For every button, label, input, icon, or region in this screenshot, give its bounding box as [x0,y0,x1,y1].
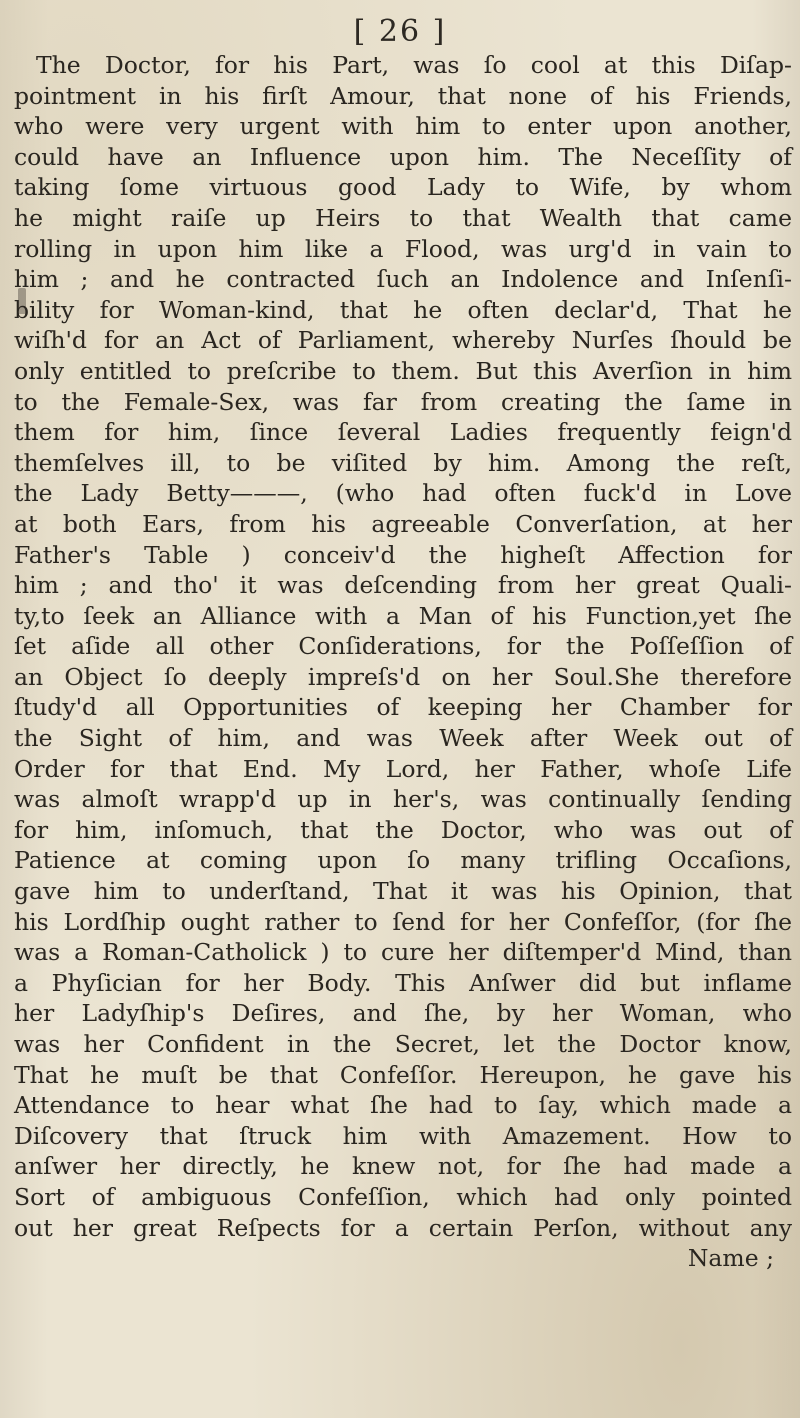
text-line: who were very urgent with him to enter upon another, [14,112,792,141]
text-line: the Lady Betty———, (who had often fuck'd in Love [14,479,792,508]
text-line: was her Confident in the Secret, let the Doctor know, [14,1030,792,1058]
text-line: a Phyſician for her Body. This Anſwer did but inflame [14,968,792,997]
text-line: for him, inſomuch, that the Doctor, who was out of [14,815,792,844]
text-line: he might raiſe up Heirs to that Wealth that came [14,203,792,232]
text-line: an Object ſo deeply impreſs'd on her Soul.She therefore [14,662,792,691]
text-line: Sort of ambiguous Confeſſion, which had only pointed [14,1182,792,1211]
body-text [14,50,792,1274]
text-line: him ; and he contracted ſuch an Indolence and Inſenſi- [14,265,792,294]
text-line: That he muſt be that Confeſſor. Hereupon, he gave his [14,1060,792,1089]
page-number: [ 26 ] [353,14,447,49]
text-line: pointment in his firſt Amour, that none of his Friends, [14,81,792,110]
text-line: could have an Influence upon him. The Neceſſity of [14,142,792,171]
text-line: anſwer her directly, he knew not, for ſhe had made a [14,1152,792,1181]
text-line: rolling in upon him like a Flood, was urg'd in vain to [14,234,792,263]
text-line: him ; and tho' it was deſcending from her great Quali- [14,571,792,600]
text-line: Father's Table ) conceiv'd the higheſt Affection for [14,540,792,569]
text-line: only entitled to preſcribe to them. But this Averſion in him [14,356,792,385]
text-line: bility for Woman-kind, that he often declar'd, That he [14,295,792,324]
text-line: ſet aſide all other Conſiderations, for the Poſſeſſion of [14,632,792,661]
text-line: wiſh'd for an Act of Parliament, whereby Nurſes ſhould be [14,326,792,355]
text-line: was a Roman-Catholick ) to cure her diſtemper'd Mind, than [14,938,792,967]
text-line: taking ſome virtuous good Lady to Wife, by whom [14,173,792,202]
text-line: ſtudy'd all Opportunities of keeping her Chamber for [14,693,792,722]
text-line: themſelves ill, to be viſited by him. Among the reſt, [14,448,792,477]
text-line: Patience at coming upon ſo many trifling Occaſions, [14,846,792,875]
text-line: her Ladyſhip's Deſires, and ſhe, by her Woman, who [14,999,792,1028]
text-line: his Lordſhip ought rather to ſend for her Confeſſor, (for ſhe [14,907,792,936]
text-line: at both Ears, from his agreeable Converſation, at her [14,509,792,538]
text-line: Diſcovery that ſtruck him with Amazement. How to [14,1121,792,1150]
text-line: was almoſt wrapp'd up in her's, was continually ſending [14,785,792,814]
text-line: gave him to underſtand, That it was his Opinion, that [14,877,792,906]
text-line: The Doctor, for his Part, was ſo cool at this Diſap- [36,51,792,79]
catchword: Name ; [687,1244,774,1273]
text-line: out her great Reſpects for a certain Perſon, without any [14,1213,792,1242]
text-line: ty,to ſeek an Alliance with a Man of his Function,yet ſhe [14,601,792,630]
text-line: the Sight of him, and was Week after Week out of [14,724,792,753]
text-line: them for him, ſince ſeveral Ladies frequently feign'd [14,418,792,447]
text-line: Order for that End. My Lord, her Father, whoſe Life [14,754,792,783]
text-line: to the Female-Sex, was far from creating the ſame in [14,387,792,416]
text-line: Attendance to hear what ſhe had to ſay, which made a [14,1091,792,1120]
